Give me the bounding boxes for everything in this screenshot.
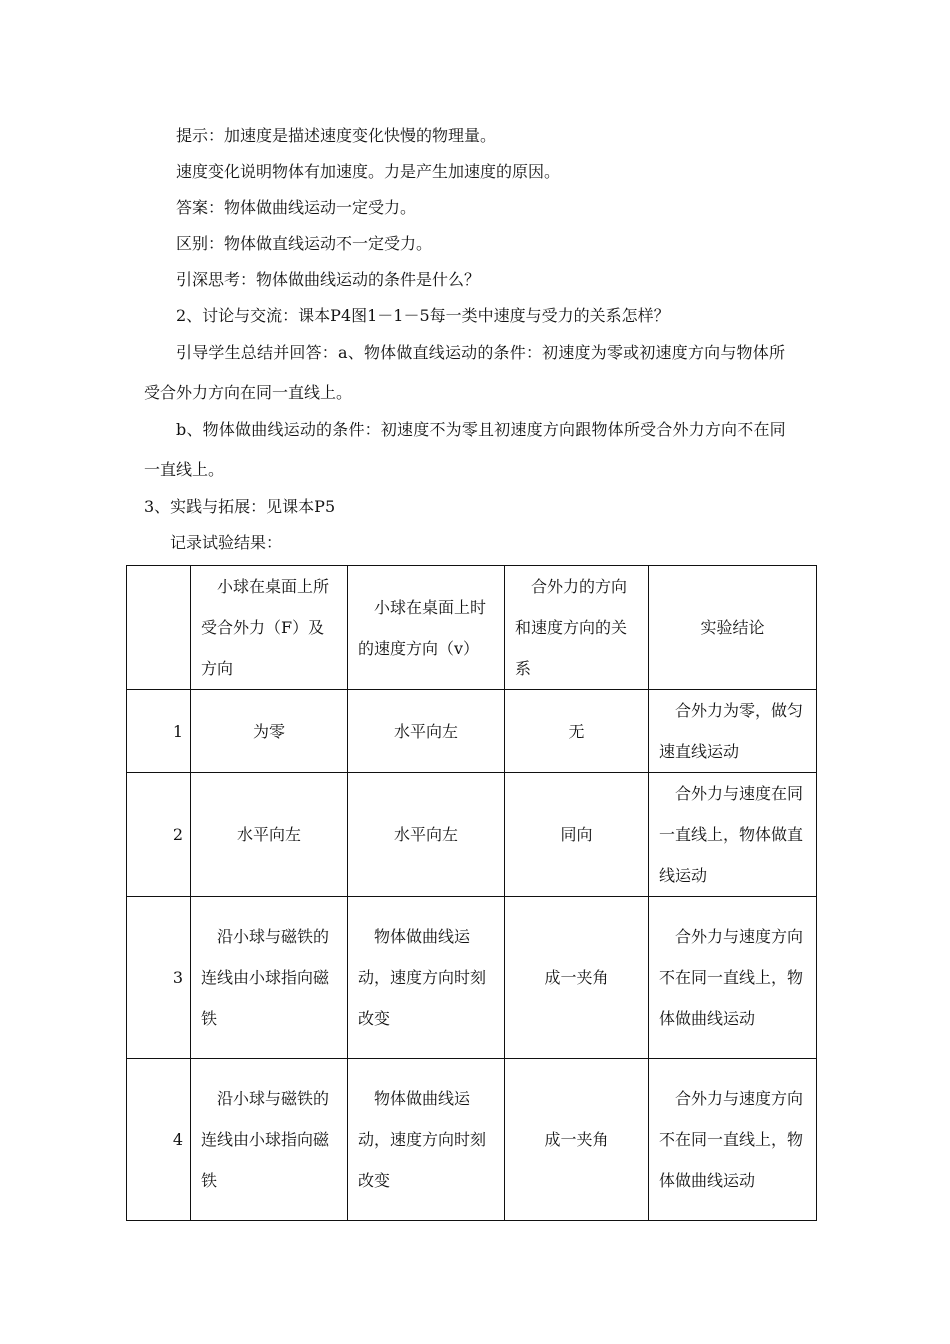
- experiment-results-table: [126, 565, 817, 1221]
- table-cell: 合外力与速度方向不在同一直线上，物体做曲线运动: [649, 897, 817, 1059]
- table-cell: 水平向左: [348, 690, 505, 773]
- table-cell: 水平向左: [348, 773, 505, 897]
- paragraph-discussion: 2、讨论与交流：课本P4图1－1－5每一类中速度与受力的关系怎样？: [176, 306, 670, 325]
- table-cell: 同向: [505, 773, 649, 897]
- paragraph-velocity-change: 速度变化说明物体有加速度。力是产生加速度的原因。: [176, 162, 561, 181]
- paragraph-guide-line1: 引导学生总结并回答：a、物体做直线运动的条件：初速度为零或初速度方向与物体所: [176, 343, 786, 362]
- table-row: [127, 1059, 817, 1221]
- table-cell: 为零: [191, 690, 348, 773]
- table-cell: 成一夹角: [505, 1059, 649, 1221]
- table-header-cell: 小球在桌面上所受合外力（F）及方向: [191, 566, 348, 690]
- table-row: [127, 690, 817, 773]
- paragraph-guide-line2: 受合外力方向在同一直线上。: [144, 383, 353, 402]
- table-cell: 合外力与速度在同一直线上，物体做直线运动: [649, 773, 817, 897]
- table-cell: 3: [127, 897, 191, 1059]
- table-cell: 物体做曲线运动，速度方向时刻改变: [348, 1059, 505, 1221]
- table-cell: 1: [127, 690, 191, 773]
- paragraph-hint: 提示：加速度是描述速度变化快慢的物理量。: [176, 126, 497, 145]
- table-row: [127, 773, 817, 897]
- table-cell: 合外力为零，做匀速直线运动: [649, 690, 817, 773]
- table-header-row: [127, 566, 817, 690]
- table-header-cell: [127, 566, 191, 690]
- table-cell: 合外力与速度方向不在同一直线上，物体做曲线运动: [649, 1059, 817, 1221]
- paragraph-record-label: 记录试验结果：: [170, 533, 283, 552]
- paragraph-difference: 区别：物体做直线运动不一定受力。: [176, 234, 433, 253]
- table-cell: 2: [127, 773, 191, 897]
- table-cell: 成一夹角: [505, 897, 649, 1059]
- table-row: [127, 897, 817, 1059]
- table-header-cell: 合外力的方向和速度方向的关系: [505, 566, 649, 690]
- table-cell: 沿小球与磁铁的连线由小球指向磁铁: [191, 897, 348, 1059]
- paragraph-further-thinking: 引深思考：物体做曲线运动的条件是什么？: [176, 270, 481, 289]
- table-header-cell: 小球在桌面上时的速度方向（v）: [348, 566, 505, 690]
- paragraph-answer: 答案：物体做曲线运动一定受力。: [176, 198, 417, 217]
- table-cell: 4: [127, 1059, 191, 1221]
- table-cell: 沿小球与磁铁的连线由小球指向磁铁: [191, 1059, 348, 1221]
- table-header-cell: 实验结论: [649, 566, 817, 690]
- paragraph-curve-condition-line1: b、物体做曲线运动的条件：初速度不为零且初速度方向跟物体所受合外力方向不在同: [176, 420, 786, 439]
- paragraph-practice: 3、实践与拓展：见课本P5: [144, 497, 336, 516]
- table-cell: 物体做曲线运动，速度方向时刻改变: [348, 897, 505, 1059]
- table-cell: 无: [505, 690, 649, 773]
- paragraph-curve-condition-line2: 一直线上。: [144, 460, 225, 479]
- table-cell: 水平向左: [191, 773, 348, 897]
